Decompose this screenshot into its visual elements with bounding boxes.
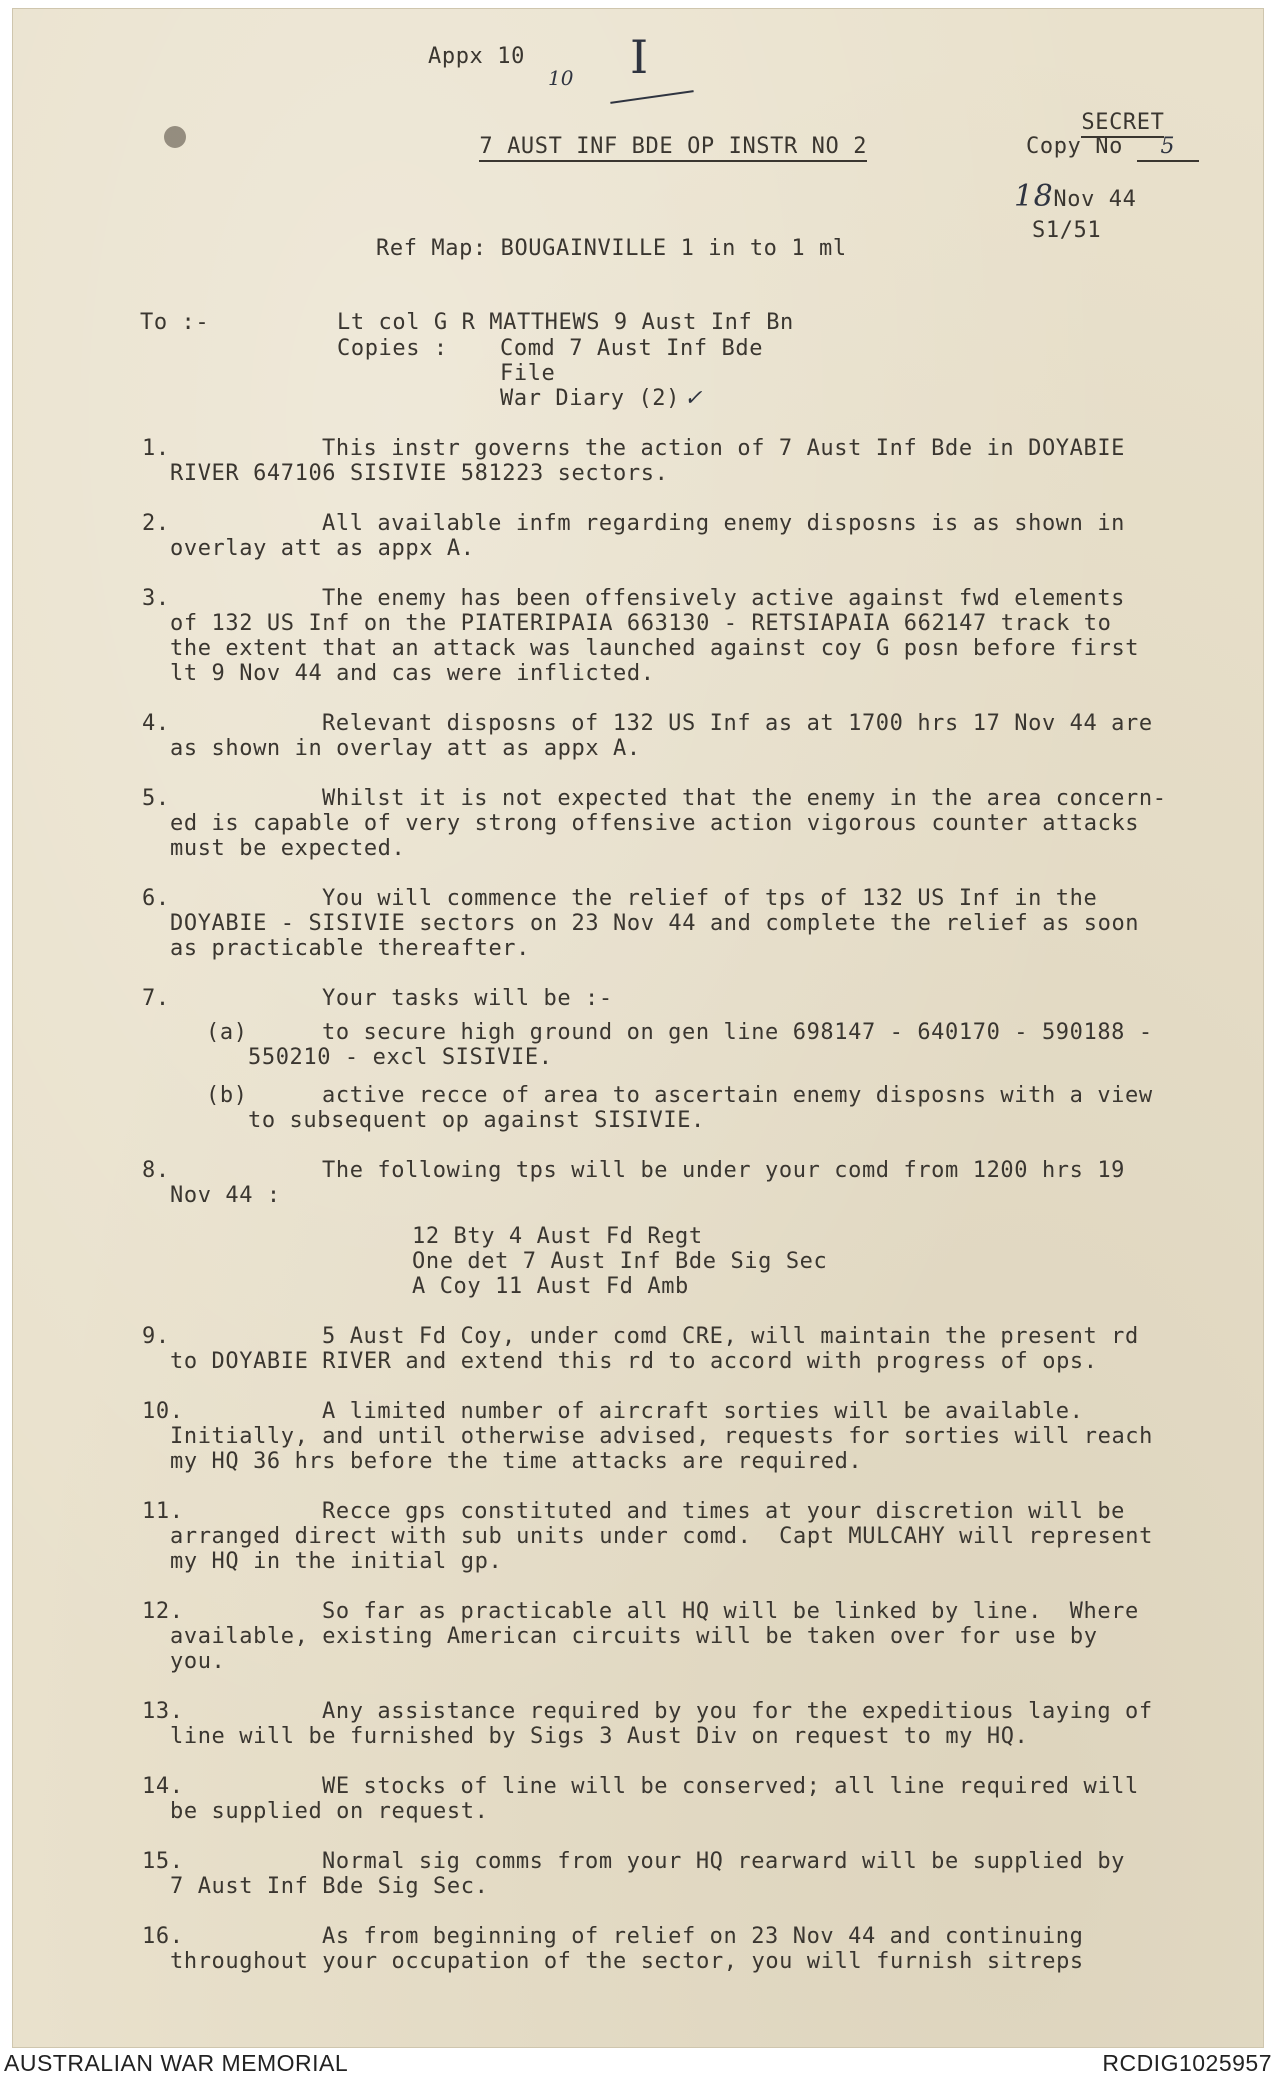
- paragraph-line: Recce gps constituted and times at your discretion will be: [322, 1499, 1126, 1524]
- task-line: to subsequent op against SISIVIE.: [248, 1108, 705, 1133]
- paragraph-line: my HQ in the initial gp.: [170, 1549, 503, 1574]
- paragraph-line: The following tps will be under your comd from 1200 hrs 19: [322, 1158, 1126, 1183]
- paragraph-line: as practicable thereafter.: [170, 936, 530, 961]
- document-page: [12, 8, 1264, 2048]
- copies-label: Copies :: [337, 336, 448, 361]
- paragraph-line: ed is capable of very strong offensive action vigorous counter attacks: [170, 811, 1140, 836]
- paragraph-line: my HQ 36 hrs before the time attacks are required.: [170, 1449, 863, 1474]
- paragraph-line: So far as practicable all HQ will be linked by line. Where: [322, 1599, 1139, 1624]
- paragraph-line: of 132 US Inf on the PIATERIPAIA 663130 - RETSIAPAIA 662147 track to: [170, 611, 1112, 636]
- paragraph-line: The enemy has been offensively active against fwd elements: [322, 586, 1126, 611]
- paragraph-line: the extent that an attack was launched against coy G posn before first: [170, 636, 1140, 661]
- paragraph-line: Initially, and until otherwise advised, requests for sorties will reach: [170, 1424, 1154, 1449]
- paragraph-line: Relevant disposns of 132 US Inf as at 1700 hrs 17 Nov 44 are: [322, 711, 1153, 736]
- paragraph-line: Whilst it is not expected that the enemy in the area concern-: [322, 786, 1167, 811]
- date-rest: Nov 44: [1053, 187, 1137, 212]
- paragraph-number: 6.: [142, 886, 170, 911]
- date-line: [1014, 179, 1137, 214]
- ref-map: Ref Map: BOUGAINVILLE 1 in to 1 ml: [376, 236, 847, 261]
- paragraph-number: 9.: [142, 1324, 170, 1349]
- paragraph-line: RIVER 647106 SISIVIE 581223 sectors.: [170, 461, 669, 486]
- paragraph-number: 10.: [142, 1399, 184, 1424]
- appx-label: Appx 10: [428, 44, 525, 69]
- paragraph-line: Any assistance required by you for the expeditious laying of: [322, 1699, 1153, 1724]
- paragraph-line: to DOYABIE RIVER and extend this rd to accord with progress of ops.: [170, 1349, 1098, 1374]
- paragraph-number: 4.: [142, 711, 170, 736]
- copies-item: Comd 7 Aust Inf Bde: [500, 336, 764, 361]
- paragraph-line: You will commence the relief of tps of 132 US Inf in the: [322, 886, 1098, 911]
- paragraph-number: 15.: [142, 1849, 184, 1874]
- paragraph-number: 3.: [142, 586, 170, 611]
- file-reference: S1/51: [1032, 218, 1102, 243]
- document-title: [424, 108, 867, 185]
- copy-number: 5: [1137, 134, 1199, 162]
- paragraph-line: you.: [170, 1649, 226, 1674]
- appx-handwritten-number: 10: [548, 66, 574, 90]
- copies-item: [500, 386, 703, 412]
- paragraph-line: As from beginning of relief on 23 Nov 44 and continuing: [322, 1924, 1084, 1949]
- paragraph-line: lt 9 Nov 44 and cas were inflicted.: [170, 661, 655, 686]
- paragraph-line: 7 Aust Inf Bde Sig Sec.: [170, 1874, 489, 1899]
- copy-label: Copy No: [1026, 134, 1123, 159]
- paragraph-line: WE stocks of line will be conserved; all line required will: [322, 1774, 1139, 1799]
- paragraph-line: overlay att as appx A.: [170, 536, 475, 561]
- paragraph-line: A limited number of aircraft sorties will be available.: [322, 1399, 1084, 1424]
- date-day-handwritten: 18: [1014, 179, 1054, 214]
- paragraph-line: throughout your occupation of the sector, you will furnish sitreps: [170, 1949, 1084, 1974]
- paragraph-line: arranged direct with sub units under comd. Capt MULCAHY will represent: [170, 1524, 1154, 1549]
- paragraph-number: 16.: [142, 1924, 184, 1949]
- task-line: 550210 - excl SISIVIE.: [248, 1045, 553, 1070]
- paragraph-line: DOYABIE - SISIVIE sectors on 23 Nov 44 and complete the relief as soon: [170, 911, 1140, 936]
- title-text: 7 AUST INF BDE OP INSTR NO 2: [479, 134, 867, 162]
- paragraph-number: 14.: [142, 1774, 184, 1799]
- copies-item-text: War Diary (2): [500, 386, 680, 411]
- paragraph-number: 13.: [142, 1699, 184, 1724]
- paragraph-line: 5 Aust Fd Coy, under comd CRE, will maintain the present rd: [322, 1324, 1139, 1349]
- paragraph-number: 8.: [142, 1158, 170, 1183]
- paragraph-number: 1.: [142, 436, 170, 461]
- classification-text: SECRET: [1081, 110, 1164, 138]
- paragraph-number: 2.: [142, 511, 170, 536]
- paragraph-line: must be expected.: [170, 836, 406, 861]
- paragraph-line: All available infm regarding enemy disposns is as shown in: [322, 511, 1126, 536]
- task-label: (b): [206, 1083, 248, 1108]
- paragraph-number: 11.: [142, 1499, 184, 1524]
- paragraph-line: This instr governs the action of 7 Aust Inf Bde in DOYABIE: [322, 436, 1126, 461]
- paragraph-line: as shown in overlay att as appx A.: [170, 736, 641, 761]
- paragraph-number: 5.: [142, 786, 170, 811]
- roman-numeral-handwritten: I: [630, 30, 649, 84]
- copies-item: File: [500, 361, 556, 386]
- paragraph-line: Your tasks will be :-: [322, 986, 613, 1011]
- paragraph-line: be supplied on request.: [170, 1799, 489, 1824]
- under-comd-item: A Coy 11 Aust Fd Amb: [412, 1274, 689, 1299]
- task-label: (a): [206, 1020, 248, 1045]
- paragraph-line: line will be furnished by Sigs 3 Aust Div on request to my HQ.: [170, 1724, 1029, 1749]
- copy-number-line: [1026, 134, 1199, 162]
- under-comd-item: One det 7 Aust Inf Bde Sig Sec: [412, 1249, 828, 1274]
- to-label: To :-: [140, 310, 210, 335]
- paragraph-line: available, existing American circuits will be taken over for use by: [170, 1624, 1098, 1649]
- punch-hole-mark: [164, 126, 186, 148]
- archive-caption-right: RCDIG1025957: [1102, 2050, 1272, 2076]
- paragraph-line: Normal sig comms from your HQ rearward will be supplied by: [322, 1849, 1126, 1874]
- task-line: to secure high ground on gen line 698147 - 640170 - 590188 -: [322, 1020, 1153, 1045]
- task-line: active recce of area to ascertain enemy disposns with a view: [322, 1083, 1153, 1108]
- check-mark-icon: ✓: [684, 386, 704, 411]
- handwritten-underline: [610, 90, 693, 104]
- under-comd-item: 12 Bty 4 Aust Fd Regt: [412, 1224, 703, 1249]
- to-addressee: Lt col G R MATTHEWS 9 Aust Inf Bn: [337, 310, 794, 335]
- paragraph-number: 7.: [142, 986, 170, 1011]
- paragraph-number: 12.: [142, 1599, 184, 1624]
- archive-caption-left: AUSTRALIAN WAR MEMORIAL: [4, 2050, 349, 2076]
- paragraph-line: Nov 44 :: [170, 1183, 281, 1208]
